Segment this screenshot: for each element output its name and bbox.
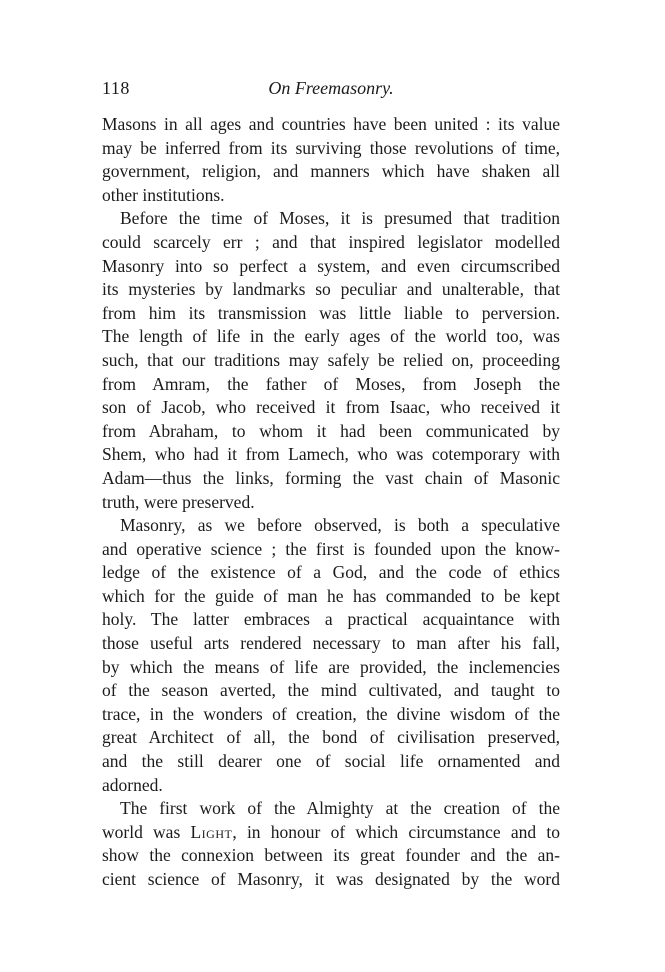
text-line: its mysteries by landmarks so peculiar and unalterable, that (102, 279, 560, 300)
text-line: those useful arts rendered necessary to man after his fall, (102, 633, 560, 654)
text-line: Masonry into so perfect a system, and even circumscribed (102, 255, 560, 276)
small-caps-word: Light (190, 821, 233, 842)
text-fragment: world was (102, 821, 191, 842)
text-line: other institutions. (102, 184, 225, 205)
text-line (102, 821, 560, 845)
body-text (102, 113, 560, 892)
page-number: 118 (102, 78, 130, 98)
running-title: On Freemasonry. (268, 78, 394, 98)
text-line: of the season averted, the mind cultivated, and taught to (102, 680, 560, 701)
text-line: by which the means of life are provided, the inclemencies (102, 656, 560, 677)
running-head (102, 78, 560, 102)
text-line: Before the time of Moses, it is presumed that tradition (120, 208, 560, 229)
text-line: great Architect of all, the bond of civilisation preserved, (102, 727, 560, 748)
text-line: son of Jacob, who received it from Isaac, who received it (102, 397, 560, 418)
text-line: truth, were preserved. (102, 491, 255, 512)
text-line: from Abraham, to whom it had been communicated by (102, 420, 560, 441)
text-line: Shem, who had it from Lamech, who was cotemporary with (102, 444, 560, 465)
text-line: Masonry, as we before observed, is both a speculative (120, 515, 560, 536)
text-line: show the connexion between its great founder and the an- (102, 845, 560, 866)
text-line: government, religion, and manners which have shaken all (102, 161, 560, 182)
text-line: Masons in all ages and countries have been united : its value (102, 114, 560, 134)
text-line: such, that our traditions may safely be relied on, proceeding (102, 349, 560, 370)
text-line: The length of life in the early ages of the world too, was (102, 326, 560, 347)
text-line: ledge of the existence of a God, and the code of ethics (102, 562, 560, 583)
text-line: The first work of the Almighty at the creation of the (120, 798, 560, 819)
text-line: could scarcely err ; and that inspired legislator modelled (102, 231, 560, 252)
text-line: and the still dearer one of social life ornamented and (102, 751, 560, 772)
text-line: trace, in the wonders of creation, the divine wisdom of the (102, 703, 560, 724)
text-line: may be inferred from its surviving those revolutions of time, (102, 137, 560, 158)
text-fragment: , in honour of which circumstance and to (232, 821, 560, 842)
text-line: which for the guide of man he has commanded to be kept (102, 585, 560, 606)
text-line: holy. The latter embraces a practical acquaintance with (102, 609, 560, 630)
text-line: from him its transmission was little liable to perversion. (102, 302, 560, 323)
text-line: and operative science ; the first is founded upon the know- (102, 538, 560, 559)
text-line: cient science of Masonry, it was designated by the word (102, 869, 560, 889)
text-line: adorned. (102, 774, 163, 795)
text-line: from Amram, the father of Moses, from Joseph the (102, 373, 560, 394)
text-line: Adam—thus the links, forming the vast chain of Masonic (102, 467, 560, 488)
